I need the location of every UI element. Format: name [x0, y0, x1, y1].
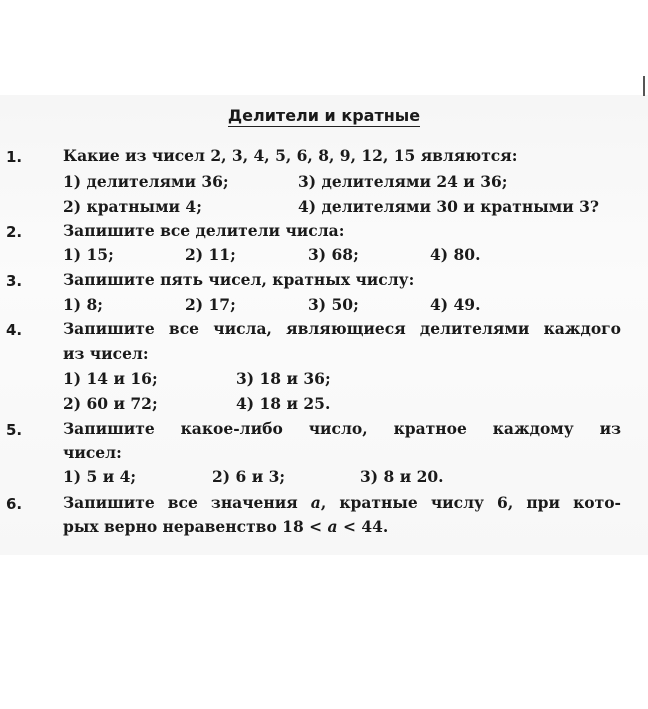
- task-text: Какие из чисел 2, 3, 4, 5, 6, 8, 9, 12, 15 являются:: [63, 146, 518, 165]
- task-number: 5.: [6, 421, 23, 439]
- task-number: 1.: [6, 148, 23, 166]
- task-option: 4) делителями 30 и кратными 3?: [298, 197, 599, 216]
- task-text: чисел:: [63, 443, 122, 462]
- task-option: 2) кратными 4;: [63, 197, 202, 216]
- page-title: Делители и кратные: [227, 106, 421, 125]
- task-option: 1) 15;: [63, 245, 114, 264]
- task-option: 2) 60 и 72;: [63, 394, 158, 413]
- task-text: Запишите все делители числа:: [63, 221, 345, 240]
- task-option: 3) 8 и 20.: [360, 467, 444, 486]
- task-option: 1) делителями 36;: [63, 172, 229, 191]
- task-text: Запишите какое-либо число, кратное каждому из: [63, 419, 621, 438]
- task-option: 4) 18 и 25.: [236, 394, 331, 413]
- task-number: 4.: [6, 321, 23, 339]
- task-text: Запишите все значения a, кратные числу 6, при кото-: [63, 493, 621, 512]
- task-text: Запишите пять чисел, кратных числу:: [63, 270, 415, 289]
- task-option: 1) 5 и 4;: [63, 467, 137, 486]
- task-option: 1) 14 и 16;: [63, 369, 158, 388]
- task-text: рых верно неравенство 18 < a < 44.: [63, 517, 389, 536]
- variable-a: a: [310, 493, 321, 512]
- task-option: 4) 49.: [430, 295, 481, 314]
- task-option: 3) делителями 24 и 36;: [298, 172, 508, 191]
- task-option: 2) 6 и 3;: [212, 467, 286, 486]
- task-option: 1) 8;: [63, 295, 104, 314]
- task-option: 3) 68;: [308, 245, 359, 264]
- task-option: 2) 17;: [185, 295, 236, 314]
- task-option: 3) 50;: [308, 295, 359, 314]
- page-edge-mark: [643, 76, 645, 96]
- variable-a: a: [327, 517, 338, 536]
- task-number: 3.: [6, 272, 23, 290]
- task-text: из чисел:: [63, 344, 149, 363]
- task-option: 4) 80.: [430, 245, 481, 264]
- task-text: Запишите все числа, являющиеся делителями каждого: [63, 319, 621, 338]
- task-option: 2) 11;: [185, 245, 236, 264]
- task-number: 2.: [6, 223, 23, 241]
- task-number: 6.: [6, 495, 23, 513]
- task-option: 3) 18 и 36;: [236, 369, 331, 388]
